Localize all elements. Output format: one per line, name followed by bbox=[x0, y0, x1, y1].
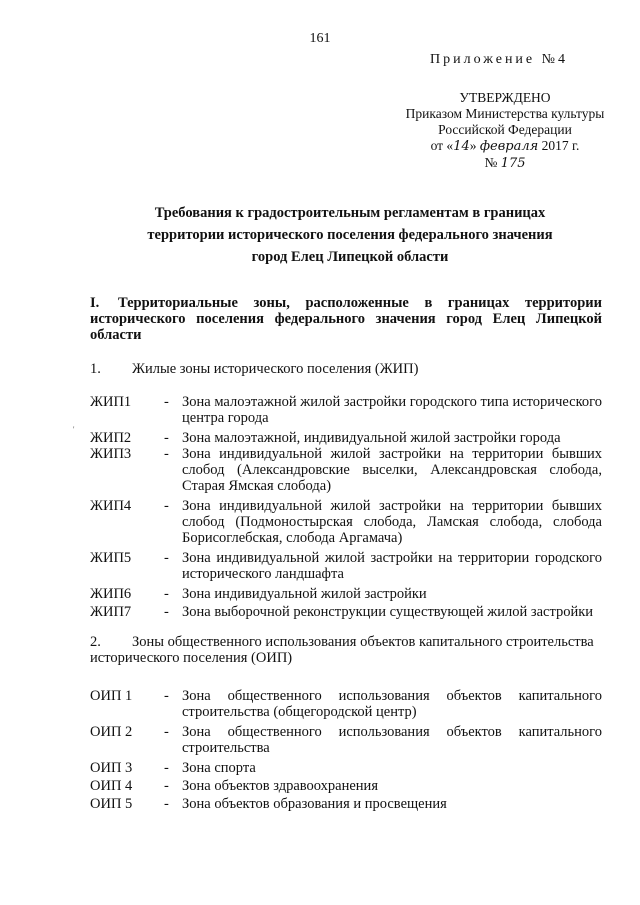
zone-row bbox=[90, 586, 602, 602]
residential-zone-list bbox=[90, 394, 602, 620]
section-heading bbox=[90, 295, 602, 343]
document-title bbox=[90, 202, 610, 268]
page-number: 161 bbox=[309, 31, 331, 46]
zone-row bbox=[90, 796, 602, 812]
zone-row bbox=[90, 688, 602, 720]
zone-description: Зона малоэтажной, индивидуальной жилой застройки города bbox=[182, 430, 561, 446]
residential-heading-text: Жилые зоны исторического поселения (ЖИП) bbox=[132, 361, 419, 377]
zone-code: ЖИП3 bbox=[90, 446, 132, 462]
zone-row bbox=[90, 604, 602, 620]
zone-row bbox=[90, 724, 602, 756]
zone-row bbox=[90, 446, 602, 494]
order-line-2: Российской Федерации bbox=[438, 122, 572, 137]
zone-dash: - bbox=[164, 778, 169, 794]
zone-description: Зона индивидуальной жилой застройки на территории бывших слобод (Подмоностырская слобода, Ламская слобода, слобода Борисоглебская, слобода Аргамача) bbox=[182, 498, 602, 546]
zone-code: ОИП 3 bbox=[90, 760, 133, 776]
zone-row bbox=[90, 498, 602, 546]
title-line-1: Требования к градостроительным регламентам в границах bbox=[154, 205, 546, 221]
zone-code: ОИП 5 bbox=[90, 796, 133, 812]
title-line-2: территории исторического поселения федерального значения bbox=[147, 227, 553, 243]
public-heading bbox=[90, 634, 602, 666]
zone-description: Зона общественного использования объектов капитального строительства bbox=[182, 724, 602, 756]
zone-dash: - bbox=[164, 688, 169, 704]
title-line-3: город Елец Липецкой области bbox=[251, 249, 449, 265]
zone-code: ОИП 4 bbox=[90, 778, 133, 794]
order-number bbox=[390, 155, 620, 172]
zone-description: Зона спорта bbox=[182, 760, 256, 776]
zone-dash: - bbox=[164, 760, 169, 776]
zone-row bbox=[90, 394, 602, 426]
zone-code: ОИП 2 bbox=[90, 724, 133, 740]
zone-dash: - bbox=[164, 550, 169, 566]
date-month: февраля bbox=[479, 139, 539, 154]
zone-description: Зона общественного использования объектов капитального строительства (общегородской центр) bbox=[182, 688, 602, 720]
zone-dash: - bbox=[164, 724, 169, 740]
zone-code: ЖИП4 bbox=[90, 498, 132, 514]
zone-description: Зона индивидуальной жилой застройки на территории бывших слобод (Александровские выселки, Александровская слобода, Старая Ямская слобода) bbox=[182, 446, 602, 494]
zone-description: Зона объектов здравоохранения bbox=[182, 778, 378, 794]
zone-code: ОИП 1 bbox=[90, 688, 133, 704]
residential-heading bbox=[90, 361, 602, 377]
zone-code: ЖИП7 bbox=[90, 604, 132, 620]
zone-dash: - bbox=[164, 446, 169, 462]
scan-mark: ' bbox=[73, 425, 75, 434]
public-number: 2. bbox=[90, 634, 101, 650]
order-line-1: Приказом Министерства культуры bbox=[405, 106, 605, 121]
approval-block bbox=[390, 90, 620, 172]
zone-dash: - bbox=[164, 394, 169, 410]
section-text: Территориальные зоны, расположенные в границах территории исторического поселения федерального значения город Елец Липецкой области bbox=[90, 295, 602, 343]
zone-code: ЖИП5 bbox=[90, 550, 132, 566]
zone-description: Зона выборочной реконструкции существующей жилой застройки bbox=[182, 604, 594, 620]
residential-number: 1. bbox=[90, 361, 101, 377]
date-day: 14 bbox=[453, 139, 470, 154]
public-heading-text: Зоны общественного использования объектов капитального строительства исторического поселения (ОИП) bbox=[90, 634, 594, 666]
section-number: I. bbox=[90, 295, 100, 311]
approved-label: УТВЕРЖДЕНО bbox=[459, 90, 551, 105]
zone-row bbox=[90, 550, 602, 582]
appendix-label: Приложение №4 bbox=[430, 52, 568, 67]
number-prefix: № bbox=[484, 155, 498, 170]
zone-row bbox=[90, 778, 602, 794]
zone-code: ЖИП2 bbox=[90, 430, 132, 446]
zone-row bbox=[90, 760, 602, 776]
zone-description: Зона индивидуальной жилой застройки bbox=[182, 586, 427, 602]
zone-code: ЖИП1 bbox=[90, 394, 132, 410]
zone-description: Зона индивидуальной жилой застройки на территории городского исторического ландшафта bbox=[182, 550, 602, 582]
zone-description: Зона малоэтажной жилой застройки городского типа исторического центра города bbox=[182, 394, 602, 426]
zone-dash: - bbox=[164, 498, 169, 514]
public-zone-list bbox=[90, 688, 602, 812]
zone-dash: - bbox=[164, 796, 169, 812]
zone-code: ЖИП6 bbox=[90, 586, 132, 602]
zone-dash: - bbox=[164, 586, 169, 602]
order-date bbox=[390, 138, 620, 155]
date-year: 2017 г. bbox=[541, 138, 580, 153]
date-mid: » bbox=[469, 138, 477, 153]
zone-dash: - bbox=[164, 604, 169, 620]
number-value: 175 bbox=[500, 156, 526, 171]
zone-dash: - bbox=[164, 430, 169, 446]
date-prefix: от « bbox=[430, 138, 454, 153]
zone-description: Зона объектов образования и просвещения bbox=[182, 796, 447, 812]
zone-row bbox=[90, 430, 602, 446]
